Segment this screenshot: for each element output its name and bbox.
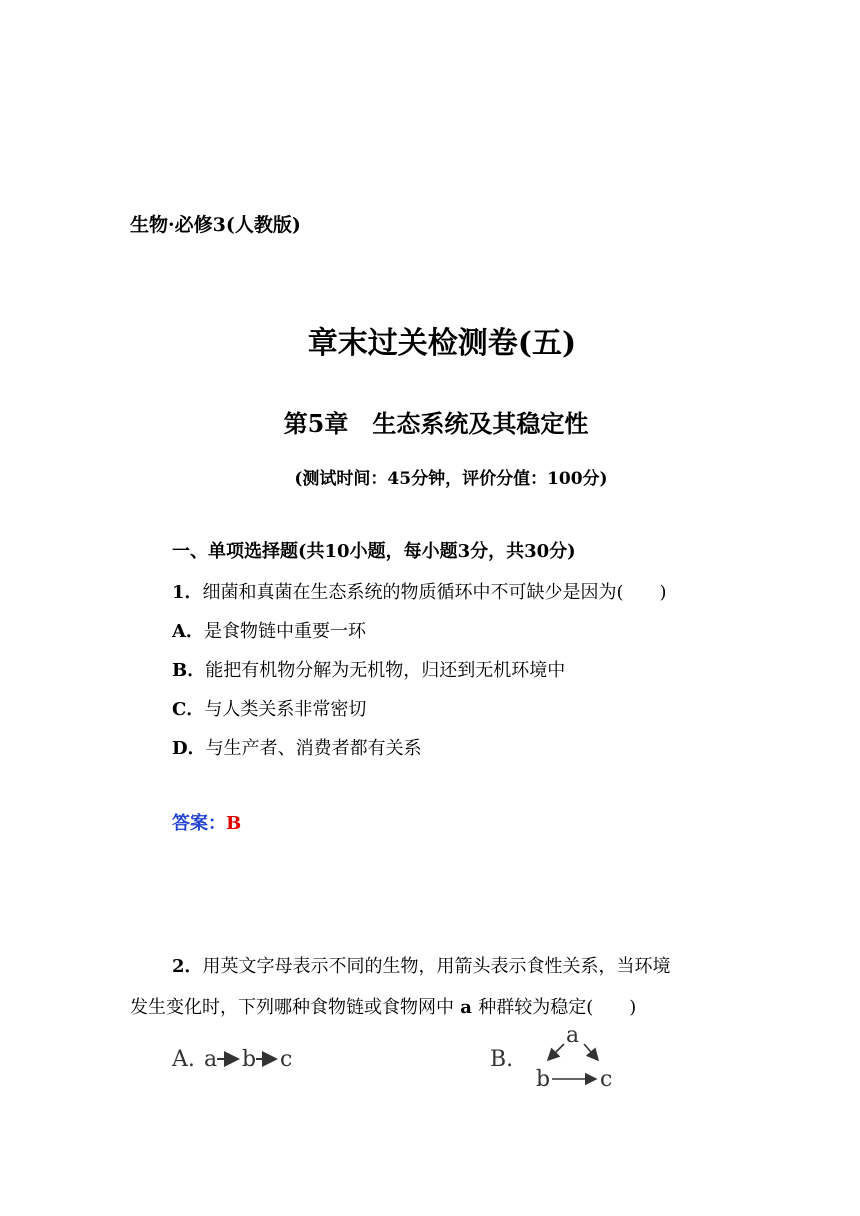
option-letter: D． [172,738,206,759]
question-text: 用英文字母表示不同的生物，用箭头表示食性关系，当环境 [202,956,671,977]
option-text: 与生产者、消费者都有关系 [205,738,422,759]
question-number: 1． [172,582,203,603]
arrow-icon [584,1044,598,1060]
figure-option-label: A. [172,1047,195,1072]
subject-header: 生物·必修3(人教版) [130,214,301,236]
figure-node: a [566,1023,580,1048]
question-2-line-1 [172,952,671,978]
question-number: 2． [172,956,203,977]
option-a [172,617,366,643]
test-meta: (测试时间：45分钟，评价分值：100分) [294,469,608,489]
option-text: 是食物链中重要一环 [203,621,366,642]
option-c [172,695,366,721]
figure-node: c [600,1067,613,1092]
answer-line [172,809,241,835]
option-text: 能把有机物分解为无机物，归还到无机环境中 [205,660,566,681]
option-d [172,734,422,760]
figure-node: a [204,1047,218,1072]
option-letter: C． [172,699,205,720]
question-text: 发生变化时，下列哪种食物链或食物网中 [130,997,454,1018]
figure-node: c [280,1047,293,1072]
question-text-species: a [454,997,479,1018]
section-heading: 一、单项选择题(共10小题，每小题3分，共30分) [172,541,576,562]
answer-label: 答案： [172,813,226,834]
option-b [172,656,565,682]
option-text: 与人类关系非常密切 [204,699,367,720]
answer-value: B [226,813,242,834]
question-text: 细菌和真菌在生态系统的物质循环中不可缺少是因为( ) [202,582,667,603]
food-web-figure-b [490,1022,620,1092]
chapter-title: 第5章 生态系统及其稳定性 [283,409,589,438]
question-text: 种群较为稳定( ) [478,997,637,1018]
figure-option-label: B. [490,1047,514,1072]
figure-node: b [242,1047,257,1072]
question-1 [172,578,667,604]
page-title: 章末过关检测卷(五) [307,326,577,361]
arrow-icon [548,1044,564,1060]
figure-node: b [536,1067,551,1092]
option-letter: B． [172,660,206,681]
option-letter: A． [172,621,204,642]
food-chain-figure-a [172,1040,312,1076]
question-2-line-2 [130,993,636,1019]
